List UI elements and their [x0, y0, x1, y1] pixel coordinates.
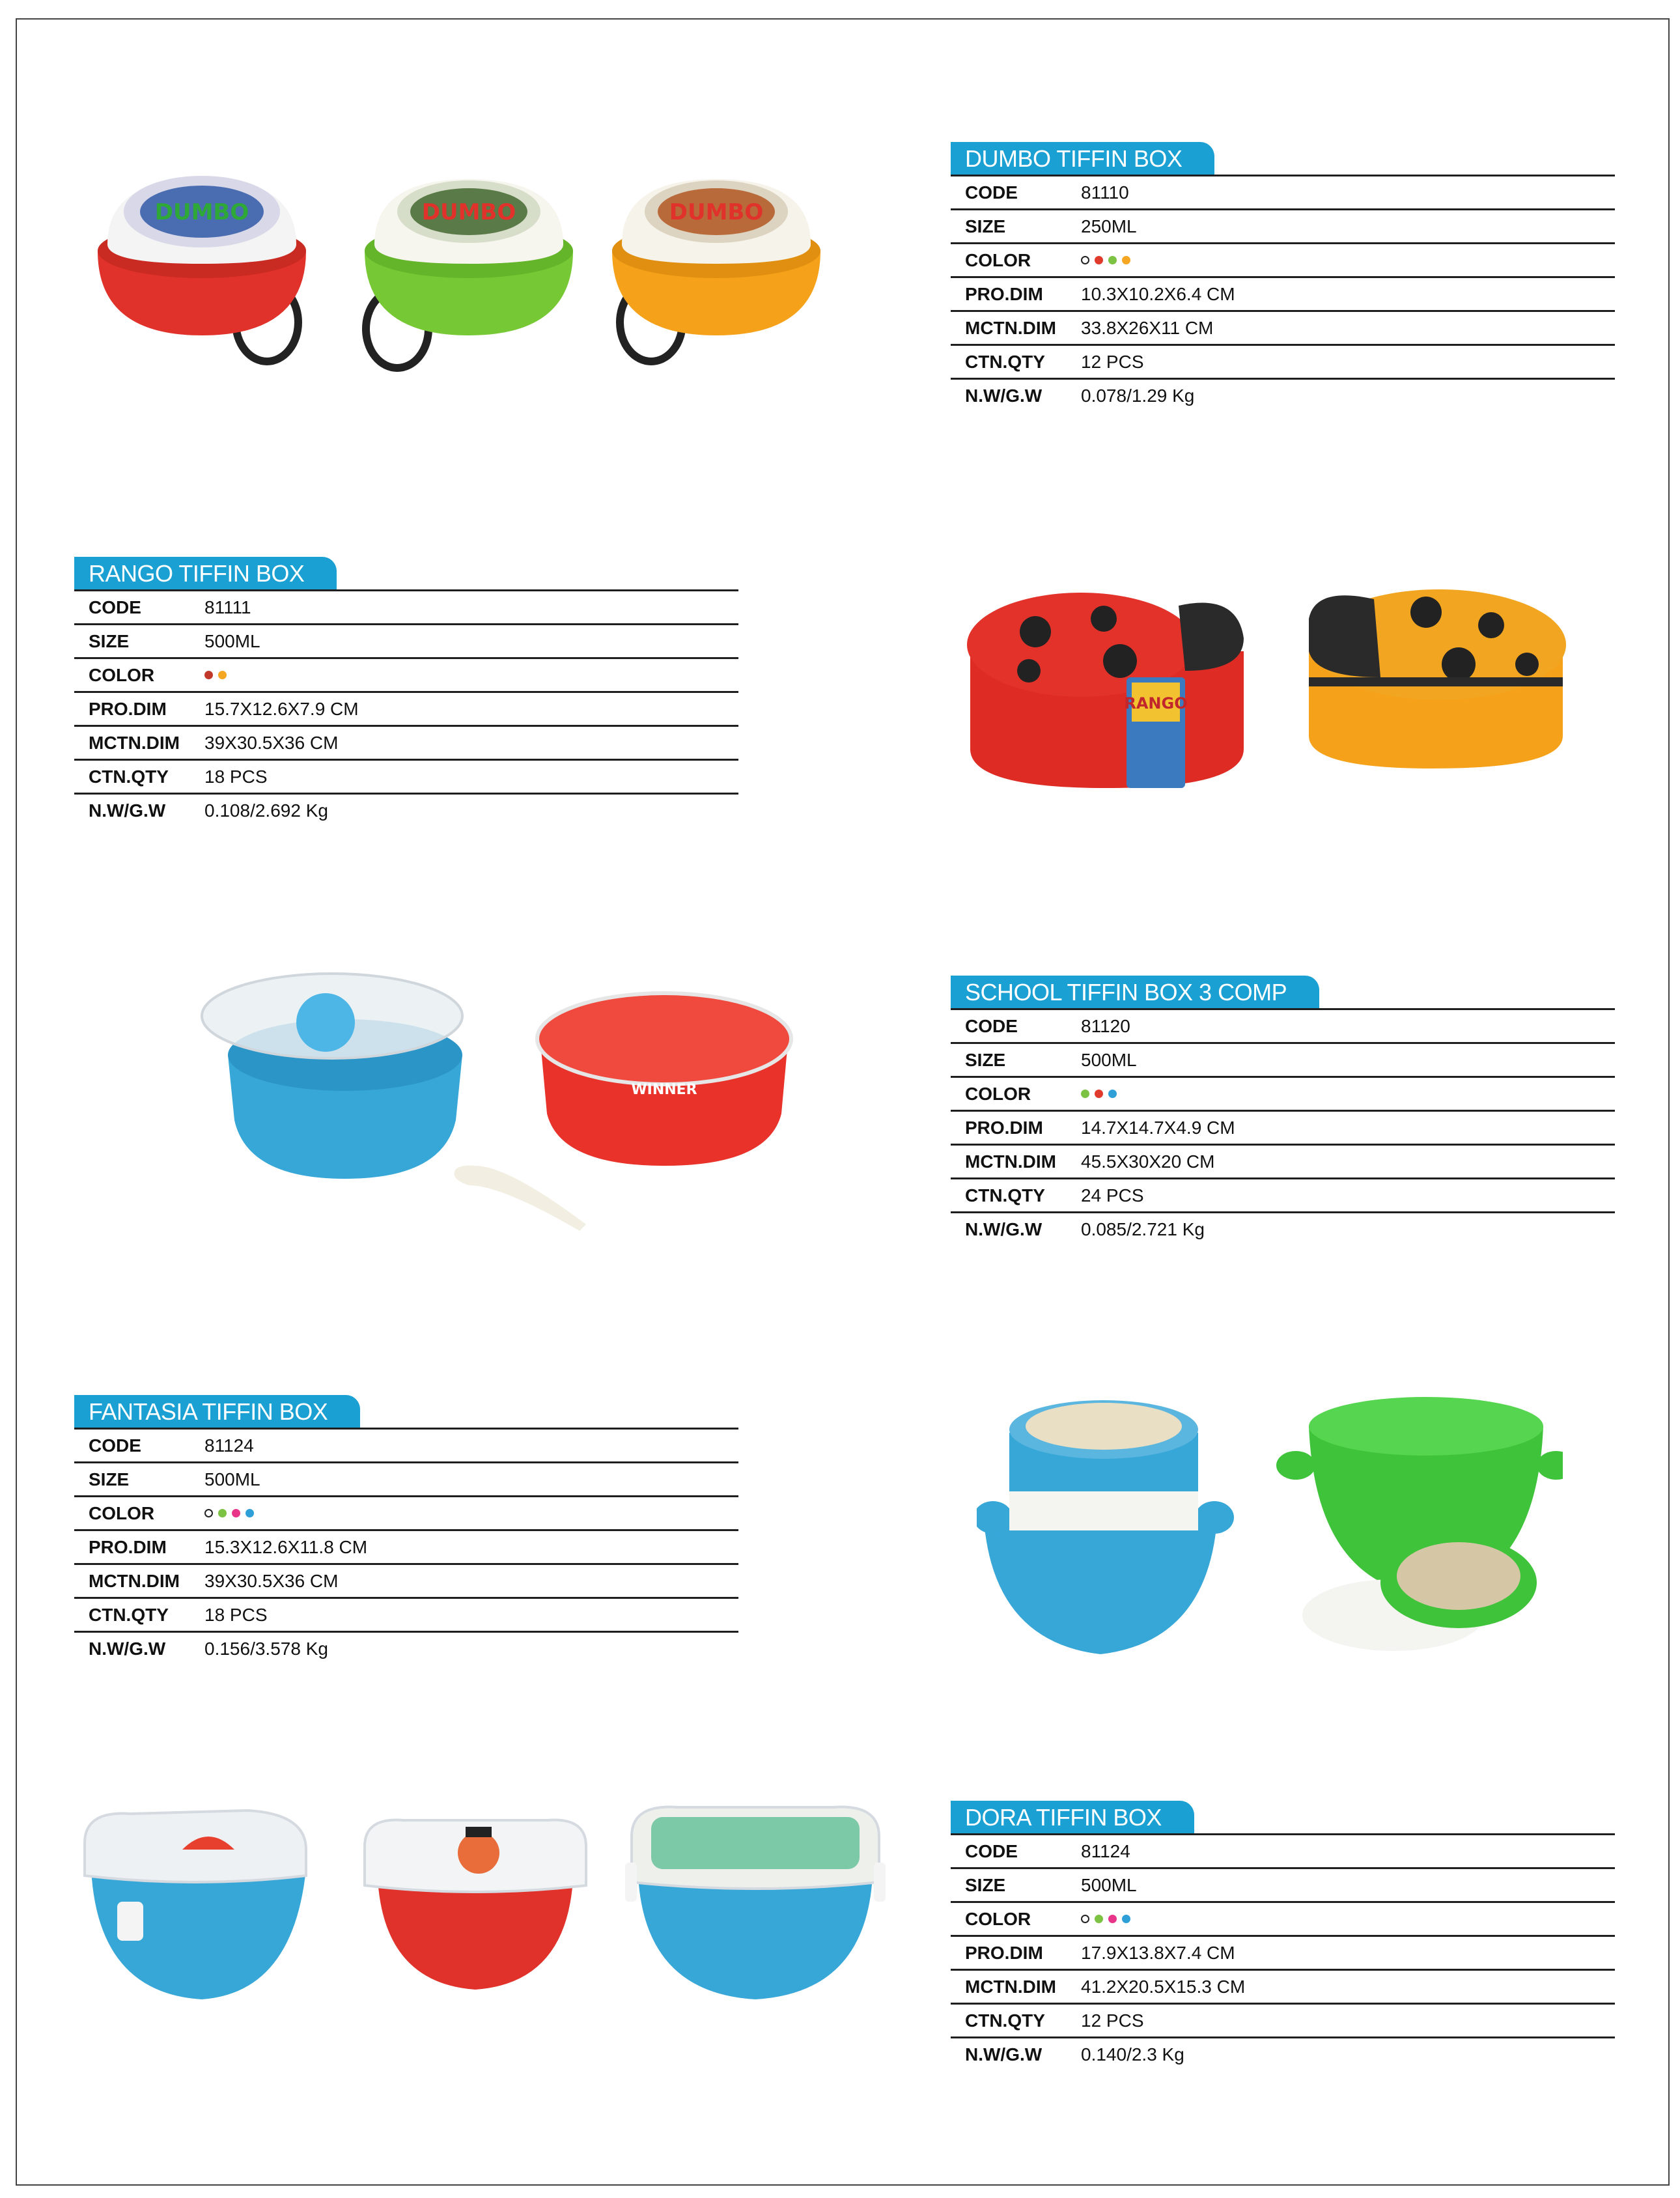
spec-row-size: [951, 210, 1615, 244]
spec-row-mctn-dim: [951, 1971, 1615, 2005]
spec-label: N.W/G.W: [89, 800, 166, 821]
spec-row-pro-dim: [74, 693, 738, 727]
color-swatches: [204, 671, 738, 679]
dora-box-blue: [85, 1811, 306, 1999]
spec-value: 81124: [204, 1435, 254, 1456]
spec-value: 17.9X13.8X7.4 CM: [1081, 1942, 1235, 1963]
spec-row-code: [951, 1010, 1615, 1044]
spec-header: [951, 1801, 1615, 1835]
spec-row-ctn-qty: [951, 346, 1615, 380]
spec-value: 45.5X30X20 CM: [1081, 1151, 1215, 1172]
spec-label: CODE: [89, 1435, 141, 1456]
color-swatch: [1108, 1915, 1117, 1923]
spec-row-ctn-qty: [951, 1179, 1615, 1213]
spec-row-code: [74, 591, 738, 625]
spec-label: MCTN.DIM: [965, 1976, 1056, 1997]
spec-label: MCTN.DIM: [89, 1570, 180, 1591]
spec-label: CODE: [965, 1840, 1018, 1861]
spec-row-nw-gw: [951, 2038, 1615, 2070]
spec-label: N.W/G.W: [965, 385, 1043, 406]
spec-row-ctn-qty: [951, 2005, 1615, 2038]
product-title: DUMBO TIFFIN BOX: [951, 142, 1214, 175]
dumbo-tiffin-image: [91, 166, 873, 387]
spec-label: CODE: [89, 597, 141, 617]
spec-table: [951, 976, 1615, 1245]
spec-header: [74, 557, 738, 591]
spec-value: 39X30.5X36 CM: [204, 732, 339, 753]
color-swatch: [1081, 256, 1089, 264]
spec-row-size: [74, 625, 738, 659]
rango-tiffin-image: [964, 580, 1589, 808]
fantasia-tiffin-image: [977, 1394, 1563, 1667]
spec-value: 500ML: [204, 630, 260, 651]
rango-tag: RANGO: [1124, 694, 1188, 712]
spec-label: PRO.DIM: [965, 283, 1043, 304]
spec-value: 33.8X26X11 CM: [1081, 317, 1214, 338]
spec-label: SIZE: [965, 1049, 1006, 1070]
spec-label: MCTN.DIM: [965, 1151, 1056, 1172]
spec-row-nw-gw: [74, 1633, 738, 1665]
spec-row-size: [951, 1044, 1615, 1078]
spec-row-code: [951, 1835, 1615, 1869]
product-title: RANGO TIFFIN BOX: [74, 557, 337, 589]
dumbo-logo: DUMBO: [154, 199, 249, 225]
spec-table: [74, 557, 738, 826]
spec-value: 250ML: [1081, 216, 1137, 236]
spec-row-mctn-dim: [951, 1146, 1615, 1179]
spec-value: 18 PCS: [204, 766, 268, 787]
spec-value: 15.3X12.6X11.8 CM: [204, 1536, 368, 1557]
spec-label: CTN.QTY: [965, 351, 1045, 372]
spec-label: SIZE: [965, 1874, 1006, 1895]
product-title: SCHOOL TIFFIN BOX 3 COMP: [951, 976, 1319, 1008]
spec-label: CTN.QTY: [965, 1185, 1045, 1205]
spec-label: COLOR: [965, 1908, 1031, 1929]
spec-header: [951, 142, 1615, 176]
winner-lid-text: WINNER: [631, 1082, 697, 1098]
spec-row-pro-dim: [951, 278, 1615, 312]
dumbo-logo-green: DUMBO: [421, 199, 516, 225]
spec-row-mctn-dim: [74, 727, 738, 761]
spec-label: CTN.QTY: [89, 1604, 169, 1625]
dumbo-box-orange: [612, 179, 820, 361]
spec-header: [951, 976, 1615, 1010]
spec-label: COLOR: [89, 664, 155, 685]
spec-label: PRO.DIM: [89, 1536, 167, 1557]
spec-value: 0.078/1.29 Kg: [1081, 385, 1195, 406]
spec-value: 24 PCS: [1081, 1185, 1144, 1205]
spec-value: 18 PCS: [204, 1604, 268, 1625]
color-swatch: [1095, 256, 1103, 264]
spec-value: 0.140/2.3 Kg: [1081, 2044, 1184, 2064]
dora-tiffin-image: [78, 1797, 899, 2019]
spec-row-code: [951, 176, 1615, 210]
spec-label: MCTN.DIM: [965, 317, 1056, 338]
spec-label: SIZE: [89, 1469, 130, 1489]
spec-value: 12 PCS: [1081, 351, 1144, 372]
spec-row-ctn-qty: [74, 761, 738, 795]
color-swatch: [204, 1509, 213, 1517]
product-title: FANTASIA TIFFIN BOX: [74, 1395, 360, 1428]
color-swatches: [1081, 256, 1615, 264]
spec-row-mctn-dim: [951, 312, 1615, 346]
spec-table: [951, 1801, 1615, 2070]
spec-value: 14.7X14.7X4.9 CM: [1081, 1117, 1235, 1138]
color-swatch: [245, 1509, 254, 1517]
color-swatch: [1108, 256, 1117, 264]
spec-table: [74, 1395, 738, 1665]
spec-value: 81111: [204, 597, 251, 617]
spoon: [455, 1166, 587, 1231]
color-swatch: [1108, 1090, 1117, 1098]
color-swatch: [1095, 1915, 1103, 1923]
spec-label: N.W/G.W: [965, 2044, 1043, 2064]
spec-label: PRO.DIM: [89, 698, 167, 719]
spec-row-color: [951, 244, 1615, 278]
spec-row-size: [74, 1463, 738, 1497]
spec-value: 500ML: [1081, 1049, 1137, 1070]
spec-value: 81124: [1081, 1840, 1130, 1861]
color-swatch: [1081, 1915, 1089, 1923]
color-swatch: [1122, 256, 1130, 264]
spec-table: [951, 142, 1615, 412]
dora-box-red: [365, 1820, 586, 1990]
spec-row-color: [74, 1497, 738, 1531]
spec-row-pro-dim: [74, 1531, 738, 1565]
spec-label: PRO.DIM: [965, 1117, 1043, 1138]
spec-value: 500ML: [1081, 1874, 1137, 1895]
spec-row-nw-gw: [951, 1213, 1615, 1245]
color-swatch: [1122, 1915, 1130, 1923]
spec-row-code: [74, 1430, 738, 1463]
color-swatch: [218, 1509, 227, 1517]
dumbo-box-red: [98, 176, 306, 361]
color-swatch: [204, 671, 213, 679]
color-swatch: [232, 1509, 240, 1517]
spec-row-ctn-qty: [74, 1599, 738, 1633]
color-swatches: [204, 1509, 738, 1517]
spec-value: 15.7X12.6X7.9 CM: [204, 698, 359, 719]
spec-header: [74, 1395, 738, 1430]
spec-value: 500ML: [204, 1469, 260, 1489]
spec-label: COLOR: [89, 1502, 155, 1523]
spec-row-nw-gw: [951, 380, 1615, 412]
spec-label: N.W/G.W: [965, 1219, 1043, 1239]
spec-value: 39X30.5X36 CM: [204, 1570, 339, 1591]
dora-box-teal: [625, 1807, 886, 1999]
spec-value: 0.108/2.692 Kg: [204, 800, 328, 821]
school-box-blue: [202, 974, 462, 1179]
spec-label: SIZE: [965, 216, 1006, 236]
spec-value: 0.156/3.578 Kg: [204, 1638, 328, 1659]
spec-row-size: [951, 1869, 1615, 1903]
spec-label: CTN.QTY: [965, 2010, 1045, 2031]
spec-label: COLOR: [965, 1083, 1031, 1104]
color-swatches: [1081, 1915, 1615, 1923]
dumbo-logo-orange: DUMBO: [669, 199, 764, 225]
dumbo-box-green: [365, 179, 573, 368]
school-box-red: [537, 993, 791, 1166]
spec-value: 81120: [1081, 1015, 1130, 1036]
spec-value: 0.085/2.721 Kg: [1081, 1219, 1205, 1239]
spec-row-color: [74, 659, 738, 693]
spec-label: COLOR: [965, 249, 1031, 270]
spec-label: CTN.QTY: [89, 766, 169, 787]
color-swatch: [1081, 1090, 1089, 1098]
spec-label: PRO.DIM: [965, 1942, 1043, 1963]
spec-value: 10.3X10.2X6.4 CM: [1081, 283, 1235, 304]
spec-row-pro-dim: [951, 1112, 1615, 1146]
spec-value: 12 PCS: [1081, 2010, 1144, 2031]
spec-row-nw-gw: [74, 795, 738, 826]
rango-box-orange: [1309, 589, 1566, 768]
fantasia-box-blue: [977, 1400, 1234, 1654]
spec-row-mctn-dim: [74, 1565, 738, 1599]
color-swatch: [218, 671, 227, 679]
spec-row-pro-dim: [951, 1937, 1615, 1971]
spec-label: CODE: [965, 182, 1018, 203]
spec-label: N.W/G.W: [89, 1638, 166, 1659]
fantasia-box-green: [1276, 1397, 1563, 1651]
spec-label: MCTN.DIM: [89, 732, 180, 753]
color-swatches: [1081, 1090, 1615, 1098]
product-title: DORA TIFFIN BOX: [951, 1801, 1194, 1833]
rango-box-red: [967, 593, 1244, 788]
spec-row-color: [951, 1903, 1615, 1937]
spec-value: 81110: [1081, 182, 1129, 203]
spec-label: SIZE: [89, 630, 130, 651]
spec-label: CODE: [965, 1015, 1018, 1036]
spec-value: 41.2X20.5X15.3 CM: [1081, 1976, 1246, 1997]
color-swatch: [1095, 1090, 1103, 1098]
school-tiffin-image: [195, 970, 820, 1244]
spec-row-color: [951, 1078, 1615, 1112]
